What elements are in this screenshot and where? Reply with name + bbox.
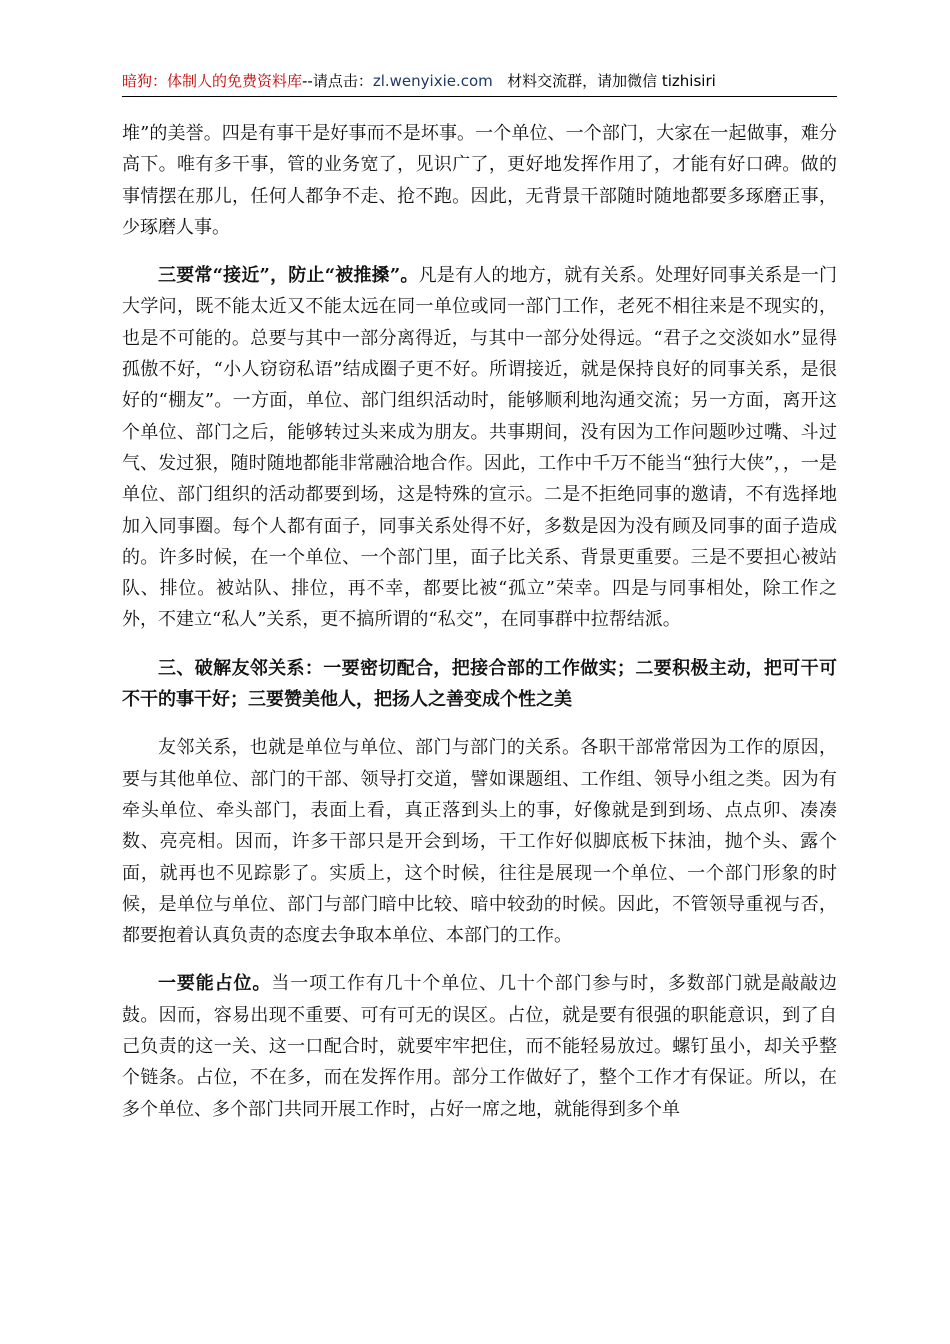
paragraph-2-body: 凡是有人的地方，就有关系。处理好同事关系是一门大学问，既不能太近又不能太远在同一单位或同一部门工作，老死不相往来是不现实的，也是不可能的。总要与其中一部分离得近，与其中一部分处得远。“君子之交淡如水”显得孤傲不好，“小人窃窃私语”结成圈子更不好。所谓接近，就是保持良好的同事关系，是很好的“棚友”。一方面，单位、部门组织活动时，能够顺利地沟通交流；另一方面，离开这个单位、部门之后，能够转过头来成为朋友。共事期间，没有因为工作问题吵过嘴、斗过气、发过狠，随时随地都能非常融洽地合作。因此，工作中千万不能当“独行大侠”，，一是单位、部门组织的活动都要到场，这是特殊的宣示。二是不拒绝同事的邀请，不有选择地加入同事圈。每个人都有面子，同事关系处得不好，多数是因为没有顾及同事的面子造成的。许多时候，在一个单位、一个部门里，面子比关系、背景更重要。三是不要担心被站队、排位。被站队、排位，再不幸，都要比被“孤立”荣幸。四是与同事相处，除工作之外，不建立“私人”关系，更不搞所谓的“私交”，在同事群中拉帮结派。 <box>122 265 837 631</box>
header-wechat-note: 材料交流群，请加微信 tizhisiri <box>507 72 716 90</box>
document-body <box>122 118 837 1142</box>
paragraph-4-lead: 一要能占位。 <box>158 973 272 995</box>
paragraph-3: 友邻关系，也就是单位与单位、部门与部门的关系。各职干部常常因为工作的原因，要与其他单位、部门的干部、领导打交道，譬如课题组、工作组、领导小组之类。因为有牵头单位、牵头部门，表面上看，真正落到头上的事，好像就是到到场、点点卯、凑凑数、亮亮相。因而，许多干部只是开会到场，干工作好似脚底板下抹油，抛个头、露个面，就再也不见踪影了。实质上，这个时候，往往是展现一个单位、一个部门形象的时候，是单位与单位、部门与部门暗中比较、暗中较劲的时候。因此，不管领导重视与否，都要抱着认真负责的态度去争取本单位、本部门的工作。 <box>122 737 837 947</box>
header-brand: 暗狗：体制人的免费资料库 <box>122 72 303 90</box>
paragraph-4 <box>122 968 837 1124</box>
page-header <box>122 70 837 92</box>
header-divider <box>122 96 837 97</box>
paragraph-4-body: 当一项工作有几十个单位、几十个部门参与时，多数部门就是敲敲边鼓。因而，容易出现不重要、可有可无的误区。占位，就是要有很强的职能意识，到了自己负责的这一关、这一口配合时，就要牢牢把住，而不能轻易放过。螺钉虽小，却关乎整个链条。占位，不在多，而在发挥作用。部分工作做好了，整个工作才有保证。所以，在多个单位、多个部门共同开展工作时，占好一席之地，就能得到多个单 <box>122 973 838 1120</box>
paragraph-1: 堆”的美誉。四是有事干是好事而不是坏事。一个单位、一个部门，大家在一起做事，难分高下。唯有多干事，管的业务宽了，见识广了，更好地发挥作用了，才能有好口碑。做的事情摆在那儿，任何人都争不走、抢不跑。因此，无背景干部随时随地都要多琢磨正事，少琢磨人事。 <box>122 123 837 238</box>
header-click-prompt: --请点击： <box>302 72 373 90</box>
header-url-link[interactable]: zl.wenyixie.com <box>372 72 493 90</box>
paragraph-2 <box>122 260 837 636</box>
paragraph-2-lead: 三要常“接近”，防止“被推搡”。 <box>158 265 419 287</box>
section-heading-3: 三、破解友邻关系：一要密切配合，把接合部的工作做实；二要积极主动，把可干可不干的事干好；三要赞美他人，把扬人之善变成个性之美 <box>122 657 837 711</box>
